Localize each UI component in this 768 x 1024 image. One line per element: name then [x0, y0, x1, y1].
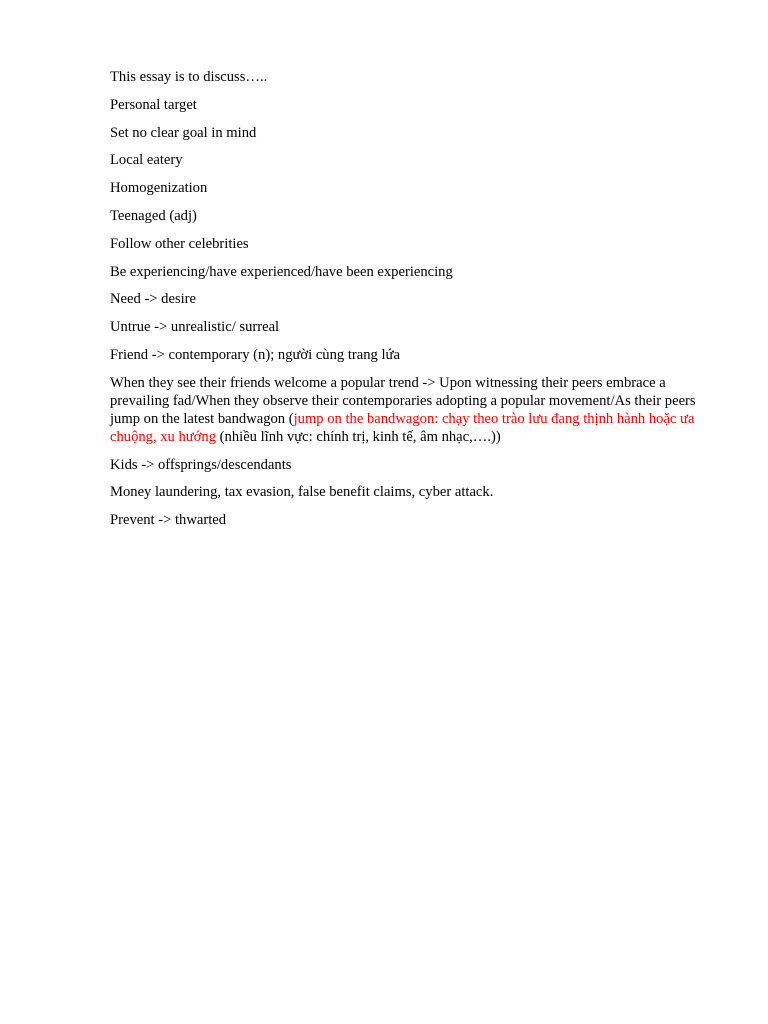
text-line: Kids -> offsprings/descendants — [110, 456, 292, 473]
text-line: Be experiencing/have experienced/have been experiencing — [110, 263, 453, 280]
paragraph-tail-text: (nhiều lĩnh vực: chính trị, kinh tế, âm nhạc,….)) — [216, 428, 501, 445]
text-line: Teenaged (adj) — [110, 207, 197, 224]
text-line: Local eatery — [110, 152, 183, 169]
text-line: Personal target — [110, 96, 197, 113]
text-line: Untrue -> unrealistic/ surreal — [110, 319, 280, 336]
text-line: Follow other celebrities — [110, 235, 249, 252]
bandwagon-paragraph — [110, 374, 700, 446]
text-line: Prevent -> thwarted — [110, 512, 227, 529]
text-line: Set no clear goal in mind — [110, 124, 257, 141]
document-page — [110, 68, 700, 539]
text-line: This essay is to discuss….. — [110, 69, 268, 85]
text-line: Need -> desire — [110, 291, 197, 308]
text-line: Friend -> contemporary (n); người cùng trang lứa — [110, 346, 400, 363]
highlighted-definition: jump on the bandwagon: chạy theo trào lưu đang thịnh hành hoặc ưa chuộng, xu hướng — [110, 410, 695, 445]
text-line: Money laundering, tax evasion, false benefit claims, cyber attack. — [110, 484, 494, 501]
text-line: Homogenization — [110, 180, 208, 197]
paragraph-lead-text: When they see their friends welcome a popular trend -> Upon witnessing their peers embrace a prevailing fad/When they observe their contemporaries adopting a popular movement/As their peers jump on the latest bandwagon ( — [110, 374, 696, 427]
